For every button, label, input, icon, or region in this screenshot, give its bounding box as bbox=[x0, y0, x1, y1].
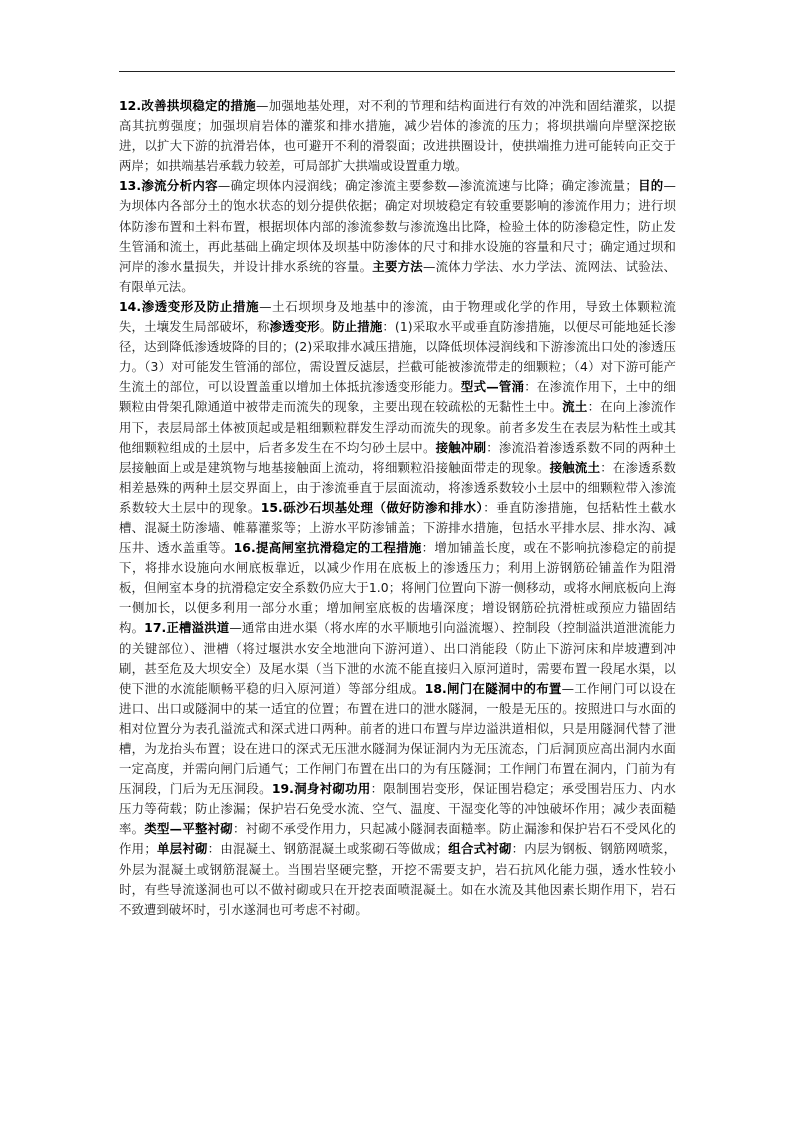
term-heading: 接触冲刷 bbox=[435, 439, 487, 455]
body-text: ：增加铺盖长度，或在不影响抗渗稳定的前提下，将排水设施向水闸底板靠近，以减少作用在底板上的渗透压力；利用上游钢筋砼铺盖作为阻滑板，但闸室本身的抗滑稳定安全系数仍应大于1.0；将闸门位置向下游一侧移动，或将水闸底板向上海一侧加长，以便多利用一部分水重；增加闸室底板的齿墙深度；增设钢筋砼抗滑桩或预应力锚固结构。 bbox=[119, 540, 677, 636]
term-heading: 组合式衬砌 bbox=[448, 841, 512, 857]
term-heading: 型式—管涌 bbox=[460, 379, 525, 395]
body-text: ：在向上渗流作用下，表层局部土体被顶起或是粗细颗粒群发生浮动而流失的现象。前者多发生在表层为粘性土或其他细颗粒组成的土层中，后者多发生在不均匀砂土层中。 bbox=[119, 399, 676, 455]
term-heading: 渗透变形 bbox=[269, 319, 320, 335]
body-text: ：内层为钢板、钢筋网喷浆，外层为混凝土或钢筋混凝土。当围岩坚硬完整，开挖不需要支护，岩石抗风化能力强，透水性较小时，有些导流遂洞也可以不做衬砌或只在开挖表面喷混凝土。如在水流及其他因素长期作用下，岩石不致遭到破坏时，引水遂洞也可考虑不衬砌。 bbox=[119, 841, 677, 917]
term-heading: 主要方法 bbox=[372, 258, 423, 274]
term-heading: 防止措施 bbox=[332, 319, 383, 335]
body-text: ：在渗透系数相差悬殊的两种土层交界面上，由于渗流垂直于层面流动，将渗透系数较小土层中的细颗粒带入渗流系数较大土层中的现象。 bbox=[119, 459, 676, 515]
body-text: ：由混凝土、钢筋混凝土或浆砌石等做成； bbox=[207, 841, 449, 857]
term-heading: 单层衬砌 bbox=[156, 841, 208, 857]
paragraph-12 bbox=[119, 96, 676, 176]
body-text: ：在渗流作用下，土中的细颗粒由骨架孔隙通道中被带走而流失的现象，主要出现在较疏松的无黏性土中。 bbox=[119, 379, 676, 415]
term-heading: 17.正槽溢洪道 bbox=[144, 620, 230, 636]
body-text: ：垂直防渗措施，包括粘性土截水槽、混凝土防渗墙、帷幕灌浆等；上游水平防渗铺盖；下游排水措施，包括水平排水层、排水沟、减压井、透水盖重等。 bbox=[119, 499, 677, 556]
term-heading: 16.提高闸室抗滑稳定的工程措施 bbox=[233, 540, 422, 556]
term-heading: 14.渗透变形及防止措施 bbox=[119, 298, 260, 314]
body-text: ：限制围岩变形，保证围岩稳定；承受围岩压力、内水压力等荷载；防止渗漏；保护岩石免受水流、空气、温度、干湿变化等的冲蚀破坏作用；减少表面糙率。 bbox=[119, 781, 676, 837]
term-heading: 目的 bbox=[637, 178, 664, 194]
body-text: 。 bbox=[319, 319, 333, 335]
body-text: —为坝体内各部分土的饱水状态的划分提供依据；确定对坝坡稳定有较重要影响的渗流作用力；进行坝体防渗布置和土料布置，根据坝体内部的渗流参数与渗流逸出比降，检验土体的防渗稳定性，防止发生管涌和流土，再此基础上确定坝体及坝基中防渗体的尺寸和排水设施的容量和尺寸；确定通过坝和河岸的渗水量损失，并设计排水系统的容量。 bbox=[119, 178, 676, 274]
body-text: —土石坝坝身及地基中的渗流，由于物理或化学的作用，导致土体颗粒流失，土壤发生局部破坏，称 bbox=[119, 298, 676, 335]
term-heading: 13.渗流分析内容 bbox=[119, 178, 218, 194]
term-heading: 15.砾沙石坝基处理（做好防渗和排水） bbox=[260, 499, 484, 515]
term-heading: 接触流土 bbox=[549, 459, 601, 475]
body-text: —确定坝体内浸润线；确定渗流主要参数—渗流流速与比降；确定渗流量； bbox=[217, 178, 638, 194]
paragraph-13 bbox=[119, 176, 676, 297]
body-text: —工作闸门可以设在进口、出口或隧洞中的某一适宜的位置；布置在进口的泄水隧洞，一般是无压的。按照进口与水面的相对位置分为表孔溢流式和深式进口两种。前者的进口布置与岸边溢洪道相似，只是用隧洞代替了泄槽，为龙抬头布置；设在进口的深式无压泄水隧洞为保证洞内为无压流态，门后洞顶应高出洞内水面一定高度，并需向闸门后通气；工作闸门布置在出口的为有压隧洞；工作闸门布置在洞内，门前为有压洞段，门后为无压洞段。 bbox=[119, 680, 676, 797]
term-heading: 流土 bbox=[562, 399, 588, 415]
body-text: —加强地基处理，对不利的节理和结构面进行有效的冲洗和固结灌浆，以提高其抗剪强度；加强坝肩岩体的灌浆和排水措施，减少岩体的渗流的压力；将坝拱端向岸壁深挖嵌进，以扩大下游的抗滑岩体，也可避开不利的滑裂面；改进拱圈设计，使拱端推力进可能转向正交于两岸；如拱端基岩承载力较差，可局部扩大拱端或设置重力墩。 bbox=[119, 98, 676, 174]
body-text: ：渗流沿着渗透系数不同的两种土层接触面上或是建筑物与地基接触面上流动，将细颗粒沿接触面带走的现象。 bbox=[119, 439, 677, 475]
body-text: —通常由进水渠（将水库的水平顺地引向溢流堰）、控制段（控制溢洪道泄流能力的关键部位）、泄槽（将过堰洪水安全地泄向下游河道）、出口消能段（防止下游河床和岸坡遭到冲刷，甚至危及大坝安全）及尾水渠（当下泄的水流不能直接归入原河道时，需要布置一段尾水渠，以使下泄的水流能顺畅平稳的归入原河道）等部分组成。 bbox=[119, 620, 676, 696]
body-text: ：(1)采取水平或垂直防渗措施，以便尽可能地延长渗径，达到降低渗透坡降的目的；(2)采取排水减压措施，以降低坝体浸润线和下游渗流出口处的渗透压力。（3）对可能发生管涌的部位，需设置反滤层，拦截可能被渗流带走的细颗粒；（4）对下游可能产生流土的部位，可以设置盖重以增加土体抵抗渗透变形能力。 bbox=[119, 319, 676, 395]
term-heading: 12.改善拱坝稳定的措施 bbox=[119, 98, 257, 113]
header-rule bbox=[119, 71, 675, 72]
term-heading: 18.闸门在隧洞中的布置 bbox=[424, 680, 562, 696]
document-body bbox=[119, 96, 676, 920]
term-heading: 19.洞身衬砌功用 bbox=[271, 781, 371, 797]
body-text: ：衬砌不承受作用力，只起减小隧洞表面糙率。防止漏渗和保护岩石不受风化的作用； bbox=[119, 821, 676, 857]
paragraph-14 bbox=[119, 297, 676, 920]
term-heading: 类型—平整衬砌 bbox=[144, 821, 233, 837]
body-text: —流体力学法、水力学法、流网法、试验法、有限单元法。 bbox=[119, 258, 676, 294]
